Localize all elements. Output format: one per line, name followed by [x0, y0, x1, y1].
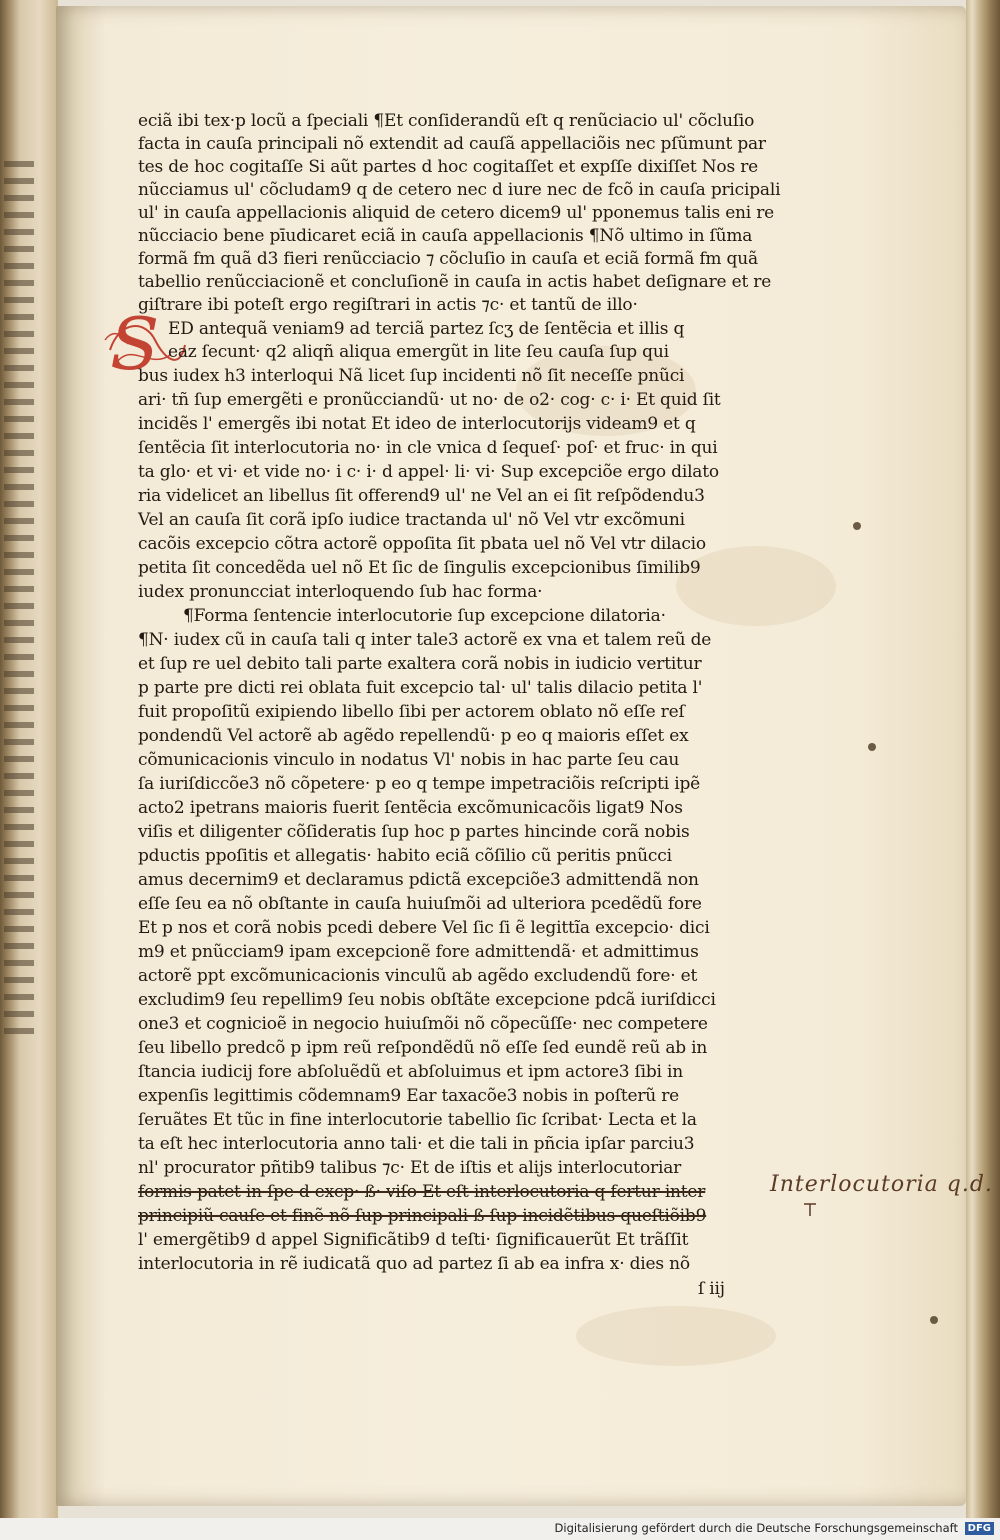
text-line: et ſup re uel debito tali parte exaltera corã nobis in iudicio vertitur — [138, 654, 702, 674]
text-line: ſa iuriſdiccõe3 nõ cõpetere· p eo q tempe impetraciõis reſcripti ipẽ — [138, 774, 701, 794]
text-line: nũcciacio bene pīudicaret eciã in cauſa appellacionis ¶Nõ ultimo in ſũma — [138, 226, 753, 246]
handwritten-margin-note: Interlocutoria q.d. — [770, 1172, 993, 1197]
dfg-logo: DFG — [965, 1522, 994, 1535]
text-line: incidẽs l' emergẽs ibi notat Et ideo de interlocutorijs videam9 et q — [138, 414, 696, 434]
text-line: m9 et pnũcciam9 ipam excepcionẽ fore admittendã· et admittimus — [138, 942, 699, 962]
text-line: cacõis excepcio cõtra actorẽ oppoſita ſit pbata uel nõ Vel vtr dilacio — [138, 534, 706, 554]
text-line: facta in cauſa principali nõ extendit ad cauſã appellaciõis nec pſũmunt par — [138, 134, 766, 154]
text-line: ria videlicet an libellus ſit offerend9 ul' ne Vel an ei ſit reſpõdendu3 — [138, 486, 705, 506]
text-line: amus decernim9 et declaramus pdictã excepciõe3 admittendã non — [138, 870, 699, 890]
text-line: petita ſit concedẽda uel nõ Et ſic de ſingulis excepcionibus ſimilib9 — [138, 558, 701, 578]
text-line: ul' in cauſa appellacionis aliquid de cetero dicem9 ul' pponemus talis eni re — [138, 203, 775, 223]
text-line: Et p nos et corã nobis pcedi debere Vel ſic ſi ẽ legittĩa excepcio· dici — [138, 918, 710, 938]
text-line: pductis ppoſitis et allegatis· habito eciã cõſilio cũ peritis pnũcci — [138, 846, 672, 866]
pin-hole — [868, 743, 876, 751]
text-line: tabellio renũcciacionẽ et concluſionẽ in cauſa in actis habet deſignare et re — [138, 272, 772, 292]
text-line: excludim9 ſeu repellim9 ſeu nobis obſtãte excepcione pdcã iuriſdicci — [138, 990, 716, 1010]
text-line: tes de hoc cogitaſſe Si aũt partes d hoc cogitaſſet et expſſe dixiſſet Nos re — [138, 157, 758, 177]
text-line: ta eſt hec interlocutoria anno tali· et die tali in pñcia ipſar parciu3 — [138, 1134, 695, 1154]
text-line: actorẽ ppt excõmunicacionis vinculũ ab agẽdo excludendũ fore· et — [138, 966, 698, 986]
text-line: acto2 ipetrans maioris fuerit ſentẽcia excõmunicacõis ligat9 Nos — [138, 798, 683, 818]
text-line: nũcciamus ul' cõcludam9 q de cetero nec d iure nec de fcõ in cauſa pricipali — [138, 180, 781, 200]
text-line: ſeruãtes Et tũc in fine interlocutorie tabellio ſic ſcribat· Lecta et la — [138, 1110, 697, 1130]
text-line: formã fm quã d3 fieri renũcciacio ⁊ cõcluſio in cauſa et eciã formã fm quã — [138, 249, 758, 269]
page-block-edge — [966, 0, 1000, 1518]
text-line: eaz ſecunt· q2 aliqñ aliqua emergũt in lite ſeu cauſa ſup qui — [168, 342, 669, 362]
drop-initial: S — [110, 302, 160, 386]
text-line: ſtancia iudicij fore abſoluẽdũ et abſoluimus et ipm actore3 ſibi in — [138, 1062, 683, 1082]
text-line: viſis et diligenter cõſideratis ſup hoc p partes hincinde corã nobis — [138, 822, 690, 842]
text-line: interlocutoria in rẽ iudicatã quo ad partez ſi ab ea infra x· dies nõ — [138, 1254, 690, 1274]
text-line: ſentẽcia ſit interlocutoria no· in cle vnica d ſequeſ· poſ· et fruc· in qui — [138, 438, 718, 458]
text-line: cõmunicacionis vinculo in nodatus Vl' nobis in hac parte ſeu cau — [138, 750, 680, 770]
text-line: eciã ibi tex·p locũ a ſpeciali ¶Et conſiderandũ eſt q renũciacio ul' cõcluſio — [138, 111, 755, 131]
text-line: p parte pre dicti rei oblata fuit excepcio tal· ul' talis dilacio petita l' — [138, 678, 703, 698]
text-line-underlined: principiũ cauſe et finẽ nõ ſup principali ß ſup incidẽtibus queſtiõib9 — [138, 1206, 707, 1226]
pin-hole — [853, 522, 861, 530]
text-line: expenſis legittimis cõdemnam9 Ear taxacõe3 nobis in poſterũ re — [138, 1086, 680, 1106]
text-line: ED antequã veniam9 ad terciã partez ſcʒ de ſentẽcia et illis q — [168, 319, 685, 339]
text-line: Vel an cauſa ſit corã ipſo iudice tractanda ul' nõ Vel vtr excõmuni — [138, 510, 685, 530]
text-line: eſſe ſeu ea nõ obſtante in cauſa huiuſmõi ad ulteriora pcedẽdũ fore — [138, 894, 702, 914]
margin-cross-mark — [800, 1198, 820, 1218]
pin-hole — [930, 1316, 938, 1324]
text-line: ¶N· iudex cũ in cauſa tali q inter tale3 actorẽ ex vna et talem reũ de — [138, 630, 712, 650]
funding-credit: Digitalisierung gefördert durch die Deutsche Forschungsgemeinschaft — [554, 1521, 958, 1535]
text-line: l' emergẽtib9 d appel Significãtib9 d teſti· ſignificauerũt Et trãſſit — [138, 1230, 689, 1250]
text-line-underlined: formis patet in ſpe d excp· ß· viſo Et eſt interlocutoria q fertur inter — [138, 1182, 706, 1202]
text-line: fuit propoſitũ exipiendo libello ſibi per actorem oblato nõ eſſe reſ — [138, 702, 685, 722]
text-line: bus iudex h3 interloqui Nã licet ſup incidenti nõ ſit neceſſe pnũci — [138, 366, 685, 386]
text-line: ſeu libello predcõ p ipm reũ reſpondẽdũ nõ eſſe ſed eundẽ reũ ab in — [138, 1038, 708, 1058]
facing-page-text-bleed — [4, 150, 34, 1110]
text-line: ari· tñ ſup emergẽti e pronũcciandũ· ut no· de o2· cog· c· i· Et quid ſit — [138, 390, 721, 410]
text-line: one3 et cognicioẽ in negocio huiuſmõi nõ cõpecũſſe· nec competere — [138, 1014, 708, 1034]
text-line: giſtrare ibi poteſt ergo regiſtrari in actis ⁊c· et tantũ de illo· — [138, 295, 638, 315]
text-line: pondendũ Vel actorẽ ab agẽdo repellendũ· p eo q maioris eſſet ex — [138, 726, 689, 746]
text-line: iudex pronuncciat interloquendo ſub hac forma· — [138, 582, 543, 602]
facing-page-edge — [0, 0, 58, 1518]
signature-mark: ſ iij — [698, 1279, 725, 1299]
text-line: ta glo· et vi· et vide no· i c· i· d appel· li· vi· Sup excepciõe ergo dilato — [138, 462, 719, 482]
section-heading: ¶Forma ſentencie interlocutorie ſup excepcione dilatoria· — [183, 606, 666, 626]
text-line: nl' procurator pñtib9 talibus ⁊c· Et de iſtis et alijs interlocutoriar — [138, 1158, 682, 1178]
